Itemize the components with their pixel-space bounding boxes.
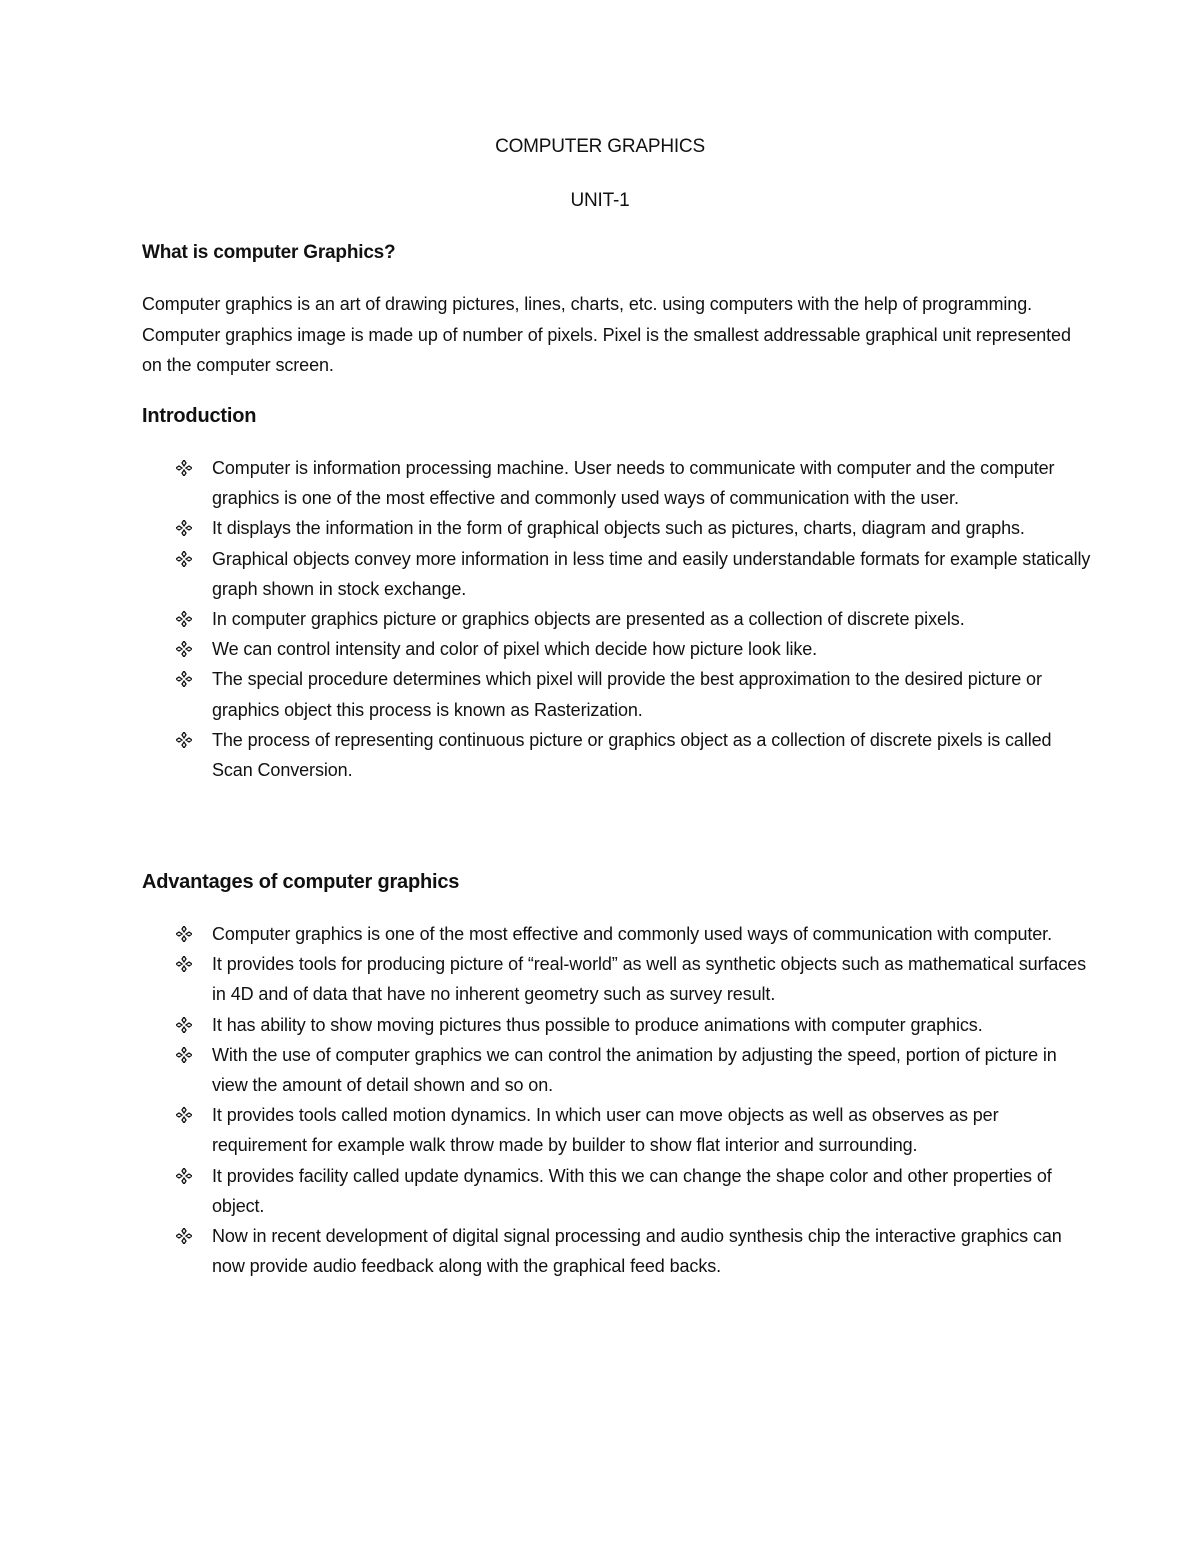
list-item-text: Now in recent development of digital signal processing and audio synthesis chip the interactive graphics can now provide audio feedback along with the graphical feed backs. [212, 1226, 1062, 1277]
introduction-list [0, 453, 1200, 785]
list-item-text: Graphical objects convey more information in less time and easily understandable formats for example statically graph shown in stock exchange. [212, 548, 1091, 599]
list-item [0, 725, 1092, 785]
list-item-text: With the use of computer graphics we can control the animation by adjusting the speed, portion of picture in view the amount of detail shown and so on. [212, 1044, 1057, 1096]
list-item-text: It provides tools for producing picture of “real-world” as well as synthetic objects such as mathematical surfaces in 4D and of data that have no inherent geometry such as survey result. [212, 954, 1086, 1005]
unit-label: UNIT-1 [570, 190, 630, 211]
list-item [0, 1100, 1092, 1160]
section-heading-advantages: Advantages of computer graphics [142, 871, 460, 893]
four-diamond-star-icon [176, 664, 196, 694]
four-diamond-star-icon [176, 513, 196, 543]
four-diamond-star-icon [176, 604, 196, 634]
section-heading-introduction: Introduction [142, 405, 257, 427]
four-diamond-star-icon [176, 725, 196, 755]
list-item-text: It provides facility called update dynamics. With this we can change the shape color and other properties of object. [212, 1165, 1052, 1216]
four-diamond-star-icon [176, 1040, 196, 1070]
list-item-text: We can control intensity and color of pixel which decide how picture look like. [212, 639, 818, 660]
list-item [0, 1161, 1092, 1221]
definition-paragraph: Computer graphics is an art of drawing pictures, lines, charts, etc. using computers with the help of programming. Computer graphics image is made up of number of pixels. Pixel is the smallest addressable graphical unit represented on the computer screen. [142, 294, 1071, 375]
section-heading-what-is: What is computer Graphics? [142, 242, 396, 263]
list-item-text: It displays the information in the form of graphical objects such as pictures, charts, diagram and graphs. [212, 518, 1025, 539]
list-item [0, 544, 1092, 604]
list-item [0, 604, 1092, 634]
four-diamond-star-icon [176, 634, 196, 664]
list-item [0, 1010, 1092, 1040]
four-diamond-star-icon [176, 453, 196, 483]
list-item [0, 949, 1092, 1009]
four-diamond-star-icon [176, 1100, 196, 1130]
list-item [0, 634, 1092, 664]
four-diamond-star-icon [176, 919, 196, 949]
list-item-text: The special procedure determines which pixel will provide the best approximation to the desired picture or graphics object this process is known as Rasterization. [212, 669, 1042, 720]
list-item [0, 1221, 1092, 1281]
four-diamond-star-icon [176, 1010, 196, 1040]
list-item [0, 664, 1092, 724]
list-item [0, 919, 1092, 949]
list-item-text: It has ability to show moving pictures thus possible to produce animations with computer graphics. [212, 1014, 983, 1035]
list-item-text: It provides tools called motion dynamics. In which user can move objects as well as observes as per requirement for example walk throw made by builder to show flat interior and surrounding. [212, 1105, 999, 1156]
list-item [0, 453, 1092, 513]
advantages-list [0, 919, 1200, 1281]
four-diamond-star-icon [176, 544, 196, 574]
list-item-text: The process of representing continuous picture or graphics object as a collection of discrete pixels is called Scan Conversion. [212, 729, 1052, 781]
four-diamond-star-icon [176, 1221, 196, 1251]
document-title: COMPUTER GRAPHICS [495, 136, 705, 157]
four-diamond-star-icon [176, 949, 196, 979]
list-item-text: In computer graphics picture or graphics objects are presented as a collection of discrete pixels. [212, 609, 965, 630]
list-item [0, 513, 1092, 543]
list-item [0, 1040, 1092, 1100]
list-item-text: Computer is information processing machine. User needs to communicate with computer and the computer graphics is one of the most effective and commonly used ways of communication with the user. [212, 458, 1055, 509]
four-diamond-star-icon [176, 1161, 196, 1191]
list-item-text: Computer graphics is one of the most effective and commonly used ways of communication with computer. [212, 924, 1052, 944]
